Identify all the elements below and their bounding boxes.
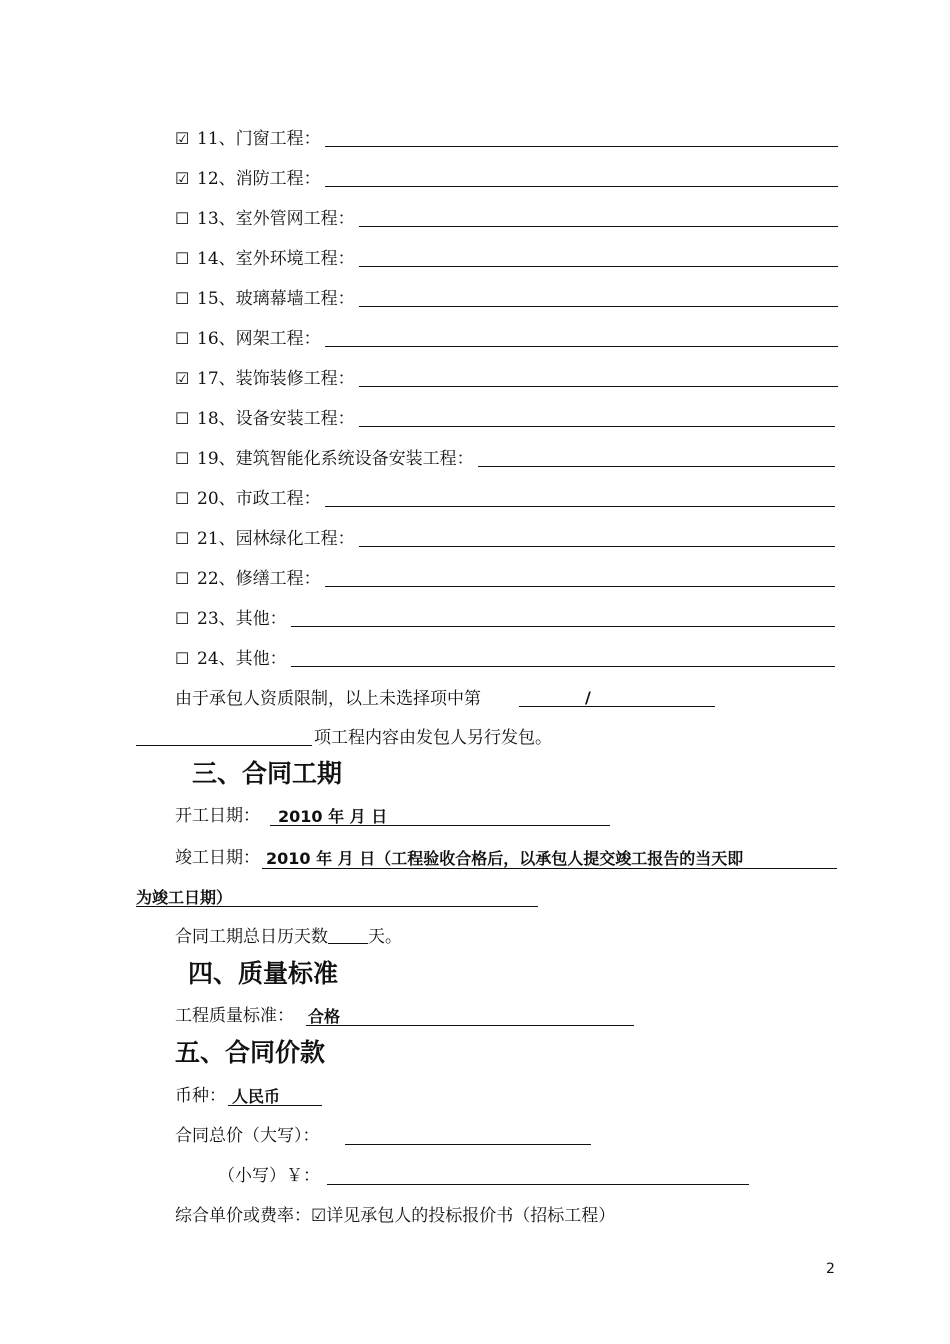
restriction-blank-2-underline [136,745,312,746]
checkbox-checked[interactable]: ☑ [175,129,190,148]
currency-label [175,1082,226,1110]
checklist-item-underline [291,666,835,667]
start-date-value: 2010 年 月 日 [278,807,388,826]
quality-label-text: 工程质量标准： [175,1006,294,1026]
total-upper-label [175,1122,320,1150]
checklist-item [175,325,321,353]
section-4-heading: 四、质量标准 [188,959,339,988]
checklist-item [175,285,355,313]
checklist-item [175,565,321,593]
checklist-item-label: 19、建筑智能化系统设备安装工程： [197,449,474,469]
checkbox-unchecked[interactable]: ☐ [175,569,190,588]
checklist-item-underline [359,306,838,307]
end-date-value-2: 为竣工日期） [136,888,233,907]
checklist-item-label: 16、网架工程： [197,329,321,349]
total-lower-label [218,1162,320,1190]
checkbox-unchecked[interactable]: ☐ [175,489,190,508]
checklist-item [175,485,321,513]
restriction-line-1 [175,685,481,713]
checklist-item-underline [478,466,835,467]
currency-value: 人民币 [232,1087,281,1106]
currency-label-text: 币种： [175,1086,226,1106]
end-date-underline [262,868,837,869]
restriction-text-2: 项工程内容由发包人另行发包。 [314,728,552,748]
total-lower-label-text: （小写）￥： [218,1166,320,1186]
unit-price-line [175,1202,615,1230]
end-date-label [175,844,260,872]
checkbox-unchecked[interactable]: ☐ [175,329,190,348]
checklist-item-label: 20、市政工程： [197,489,321,509]
checklist-item [175,165,321,193]
checklist-item [175,205,355,233]
checklist-item-underline [359,226,838,227]
checklist-item [175,365,355,393]
checklist-item-underline [325,146,838,147]
restriction-text: 由于承包人资质限制，以上未选择项中第 [175,689,481,709]
checkbox-unchecked[interactable]: ☐ [175,289,190,308]
checklist-item-underline [359,386,838,387]
total-days-pre: 合同工期总日历天数 [175,927,328,947]
checklist-item-label: 23、其他： [197,609,287,629]
checklist-item-label: 18、设备安装工程： [197,409,355,429]
total-lower-underline [327,1184,749,1185]
checklist-item-underline [325,506,835,507]
checklist-item-label: 22、修缮工程： [197,569,321,589]
section-5-heading: 五、合同价款 [175,1038,326,1067]
checklist-item-label: 17、装饰装修工程： [197,369,355,389]
restriction-line-2 [314,724,552,752]
checkbox-checked[interactable]: ☑ [175,369,190,388]
unit-price-text: 详见承包人的投标报价书（招标工程） [326,1206,616,1226]
checkbox-unchecked[interactable]: ☐ [175,249,190,268]
total-upper-underline [345,1144,591,1145]
checkbox-unchecked[interactable]: ☐ [175,409,190,428]
checklist-item-underline [325,346,838,347]
start-date-label [175,802,260,830]
total-days-post: 天。 [368,927,402,947]
checklist-item [175,445,474,473]
end-date-value: 2010 年 月 日（工程验收合格后，以承包人提交竣工报告的当天即 [266,849,744,868]
checklist-item [175,125,321,153]
total-days-line [175,923,402,951]
end-date-label-text: 竣工日期： [175,848,260,868]
checklist-item-underline [359,266,838,267]
unit-price-label: 综合单价或费率： [175,1206,311,1226]
checklist-item-underline [325,186,838,187]
restriction-slash: / [585,688,591,707]
quality-value: 合格 [308,1007,341,1026]
checklist-item-underline [325,586,835,587]
checklist-item-label: 12、消防工程： [197,169,321,189]
quality-label [175,1002,294,1030]
checklist-item [175,525,355,553]
checklist-item-label: 21、园林绿化工程： [197,529,355,549]
checkbox-unchecked[interactable]: ☐ [175,609,190,628]
section-3-heading: 三、合同工期 [192,759,343,788]
unit-price-checkbox[interactable]: ☑ [311,1206,327,1226]
start-date-underline [270,825,610,826]
total-days-blank [328,925,368,944]
checklist-item-underline [359,546,835,547]
checklist-item [175,405,355,433]
checkbox-unchecked[interactable]: ☐ [175,209,190,228]
checklist-item-underline [359,426,835,427]
restriction-blank-underline [519,706,715,707]
checklist-item-label: 24、其他： [197,649,287,669]
checklist-item-label: 15、玻璃幕墙工程： [197,289,355,309]
quality-underline [306,1025,634,1026]
checklist-item [175,605,287,633]
checkbox-checked[interactable]: ☑ [175,169,190,188]
checklist-item-underline [291,626,835,627]
total-upper-label-text: 合同总价（大写）： [175,1126,320,1146]
page-number: 2 [826,1261,835,1277]
checklist-item-label: 11、门窗工程： [197,129,321,149]
checkbox-unchecked[interactable]: ☐ [175,449,190,468]
start-date-label-text: 开工日期： [175,806,260,826]
checklist-item [175,245,355,273]
checkbox-unchecked[interactable]: ☐ [175,529,190,548]
checklist-item-label: 13、室外管网工程： [197,209,355,229]
checklist-item [175,645,287,673]
checklist-item-label: 14、室外环境工程： [197,249,355,269]
end-date-underline-2 [136,906,538,907]
checkbox-unchecked[interactable]: ☐ [175,649,190,668]
currency-underline [228,1105,322,1106]
